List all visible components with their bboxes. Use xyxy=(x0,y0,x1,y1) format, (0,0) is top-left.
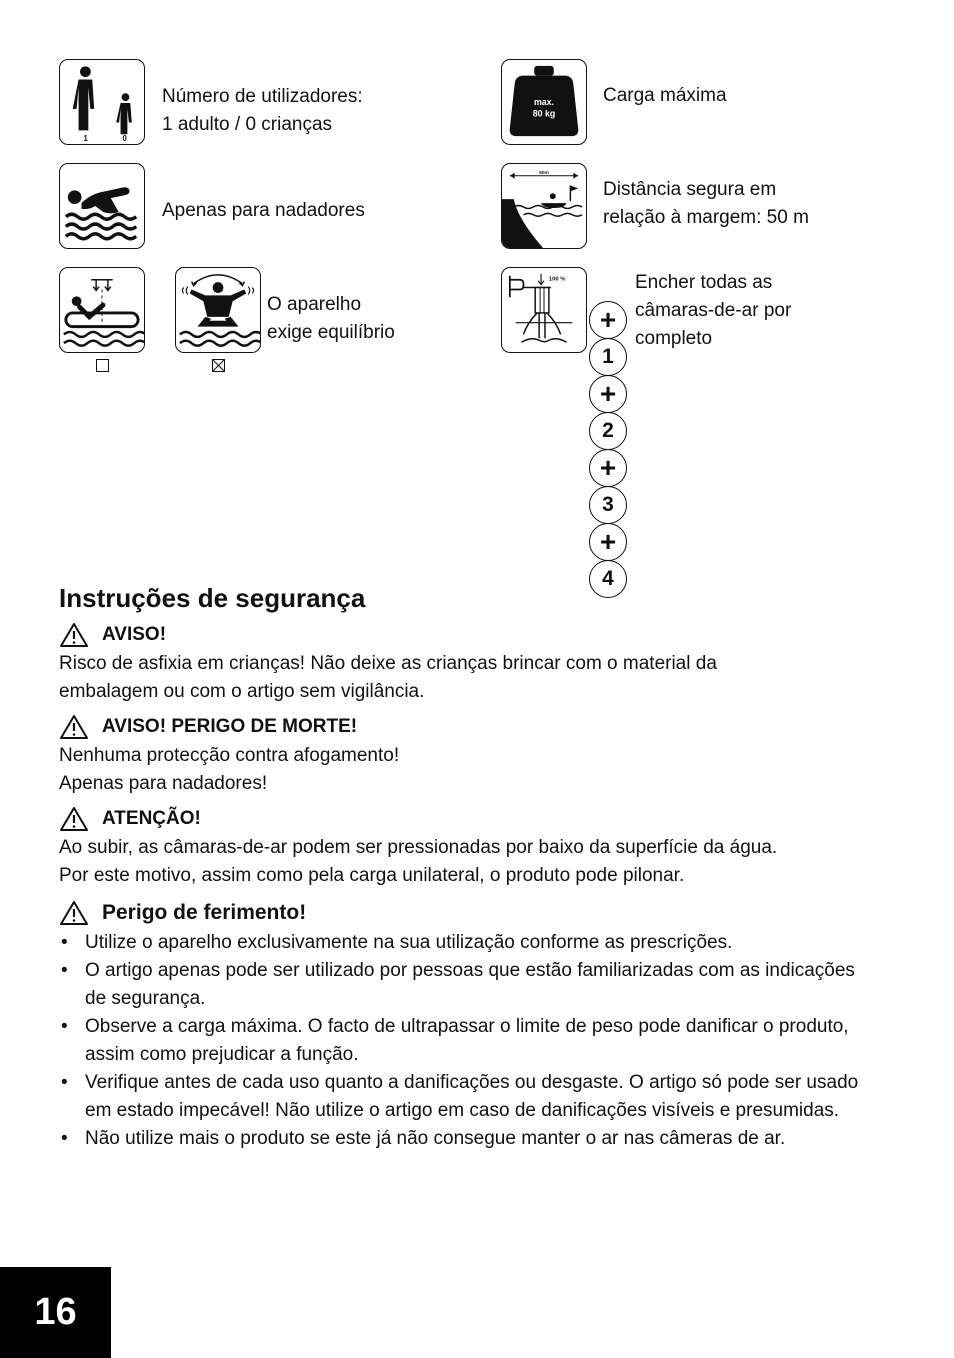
sequence-step-6: 3 xyxy=(589,486,627,524)
weight-icon xyxy=(501,59,587,145)
warning4-heading xyxy=(59,900,306,926)
warning2-line1: Nenhuma protecção contra afogamento! xyxy=(59,745,400,766)
warning1-heading xyxy=(59,622,166,648)
inflate-label-line2: câmaras-de-ar por xyxy=(635,300,792,321)
inflate-chambers-icon xyxy=(501,267,587,353)
lying-person-icon xyxy=(59,267,145,353)
list-item: • Observe a carga máxima. O facto de ultrapassar o limite de peso pode danificar o produto, assim como prejudicar a função. xyxy=(59,1013,879,1069)
injury-bullet-list xyxy=(59,929,879,1153)
inflate-label-line3: completo xyxy=(635,328,713,349)
sequence-step-4: 2 xyxy=(589,412,627,450)
distance-label xyxy=(603,176,809,232)
sequence-step-8: 4 xyxy=(589,560,627,598)
weight-text-line1: max. xyxy=(533,96,555,107)
section-title: Instruções de segurança xyxy=(59,583,366,613)
sequence-step-7: + xyxy=(589,523,627,561)
weight-text-line2: 80 kg xyxy=(532,108,556,119)
sequence-step-5: + xyxy=(589,449,627,487)
inflate-label xyxy=(635,269,791,353)
warning1-line1: Risco de asfixia em crianças! Não deixe as crianças brincar com o material da xyxy=(59,653,717,674)
balance-label-line2: exige equilíbrio xyxy=(267,322,395,343)
warning4-heading-text: Perigo de ferimento! xyxy=(102,901,307,924)
warning1-line2: embalagem ou com o artigo sem vigilância. xyxy=(59,681,425,702)
warning1-heading-text: AVISO! xyxy=(102,624,167,645)
warning3-text xyxy=(59,834,879,890)
page-number: 16 xyxy=(0,1267,111,1358)
shore-distance-icon xyxy=(501,163,587,249)
warning2-text xyxy=(59,742,879,798)
users-label-line2: 1 adulto / 0 crianças xyxy=(162,114,333,135)
warning2-line2: Apenas para nadadores! xyxy=(59,773,268,794)
users-label xyxy=(162,83,363,139)
list-item: • Verifique antes de cada uso quanto a danificações ou desgaste. O artigo só pode ser usado em estado impecável! Não utilize o artigo em caso de danificações visíveis e presumidas. xyxy=(59,1069,879,1125)
warning-triangle-icon xyxy=(59,806,89,832)
distance-mark: 50m xyxy=(539,170,549,176)
warning1-text xyxy=(59,650,879,706)
distance-label-line1: Distância segura em xyxy=(603,179,777,200)
warning2-heading-text: AVISO! PERIGO DE MORTE! xyxy=(102,716,358,737)
warning-triangle-icon xyxy=(59,714,89,740)
list-item: • Utilize o aparelho exclusivamente na sua utilização conforme as prescrições. xyxy=(59,929,879,957)
balance-label xyxy=(267,291,395,347)
balance-label-line1: O aparelho xyxy=(267,294,362,315)
swimmers-label: Apenas para nadadores xyxy=(162,200,365,221)
inflate-label-line1: Encher todas as xyxy=(635,272,773,293)
warning3-line1: Ao subir, as câmaras-de-ar podem ser pressionadas por baixo da superfície da água. xyxy=(59,837,778,858)
sequence-step-2: 1 xyxy=(589,338,627,376)
child-count: 0 xyxy=(122,134,127,144)
warning3-heading xyxy=(59,806,201,832)
sequence-step-1: + xyxy=(589,301,627,339)
distance-label-line2: relação à margem: 50 m xyxy=(603,207,809,228)
list-item: • O artigo apenas pode ser utilizado por pessoas que estão familiarizadas com as indicações de segurança. xyxy=(59,957,879,1013)
checkbox-crossed xyxy=(212,359,225,372)
warning3-line2: Por este motivo, assim como pela carga unilateral, o produto pode pilonar. xyxy=(59,865,685,886)
warning-triangle-icon xyxy=(59,622,89,648)
list-item: • Não utilize mais o produto se este já não consegue manter o ar nas câmeras de ar. xyxy=(59,1125,879,1153)
users-label-line1: Número de utilizadores: xyxy=(162,86,363,107)
balancing-person-icon xyxy=(175,267,261,353)
adult-count: 1 xyxy=(83,134,88,144)
warning2-heading xyxy=(59,714,357,740)
checkbox-empty xyxy=(96,359,109,372)
warning-triangle-icon xyxy=(59,900,89,926)
swimmer-icon xyxy=(59,163,145,249)
sequence-step-3: + xyxy=(589,375,627,413)
warning3-heading-text: ATENÇÃO! xyxy=(102,808,201,829)
inflate-percent: 100 % xyxy=(548,276,566,283)
max-load-label: Carga máxima xyxy=(603,85,727,106)
adult-child-icon xyxy=(59,59,145,145)
